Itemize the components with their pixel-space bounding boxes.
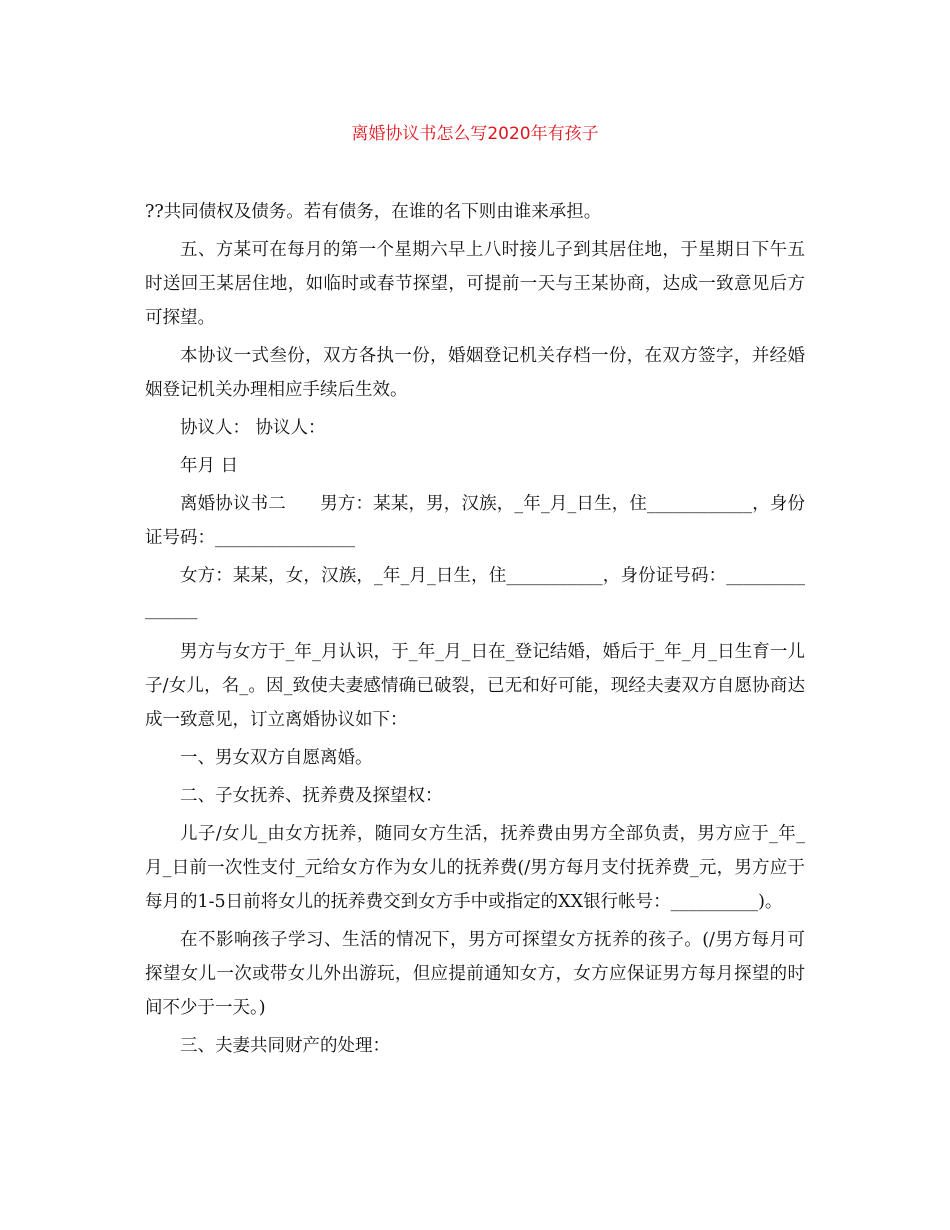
paragraph-clause-one: 一、男女双方自愿离婚。	[180, 748, 373, 768]
paragraph-male-party: 离婚协议书二 男方：某某，男，汉族，_年_月_日生，住____________，身份证号码：________________	[145, 494, 805, 548]
document-title: 离婚协议书怎么写2020年有孩子	[351, 124, 599, 144]
paragraph-clause-two-heading: 二、子女抚养、抚养费及探望权：	[180, 786, 443, 806]
paragraph-copies-clause: 本协议一式叁份，双方各执一份，婚姻登记机关存档一份，在双方签字，并经婚姻登记机关办理相应手续后生效。	[145, 346, 805, 400]
paragraph-female-party: 女方：某某，女，汉族，_年_月_日生，住___________，身份证号码：_______________	[145, 566, 805, 620]
paragraph-debts: ??共同债权及债务。若有债务，在谁的名下则由谁来承担。	[145, 202, 602, 222]
paragraph-signatories: 协议人： 协议人：	[180, 418, 326, 438]
document-body	[145, 195, 805, 1063]
paragraph-clause-three-heading: 三、夫妻共同财产的处理：	[180, 1036, 390, 1056]
paragraph-visitation-clause: 五、方某可在每月的第一个星期六早上八时接儿子到其居住地，于星期日下午五时送回王某居住地，如临时或春节探望，可提前一天与王某协商，达成一致意见后方可探望。	[145, 240, 805, 328]
paragraph-child-support: 儿子/女儿_由女方抚养，随同女方生活，抚养费由男方全部负责，男方应于_年_月_日前一次性支付_元给女方作为女儿的抚养费(/男方每月支付抚养费_元，男方应于每月的1-5日前将女儿的抚养费交到女方手中或指定的XX银行帐号：__________)。	[145, 824, 805, 912]
paragraph-marriage-background: 男方与女方于_年_月认识，于_年_月_日在_登记结婚，婚后于_年_月_日生育一儿子/女儿，名_。因_致使夫妻感情确已破裂，已无和好可能，现经夫妻双方自愿协商达成一致意见，订立离婚协议如下：	[145, 642, 805, 730]
paragraph-date: 年月 日	[180, 456, 239, 476]
paragraph-visitation-rights: 在不影响孩子学习、生活的情况下，男方可探望女方抚养的孩子。(/男方每月可探望女儿一次或带女儿外出游玩，但应提前通知女方，女方应保证男方每月探望的时间不少于一天。)	[145, 930, 805, 1018]
